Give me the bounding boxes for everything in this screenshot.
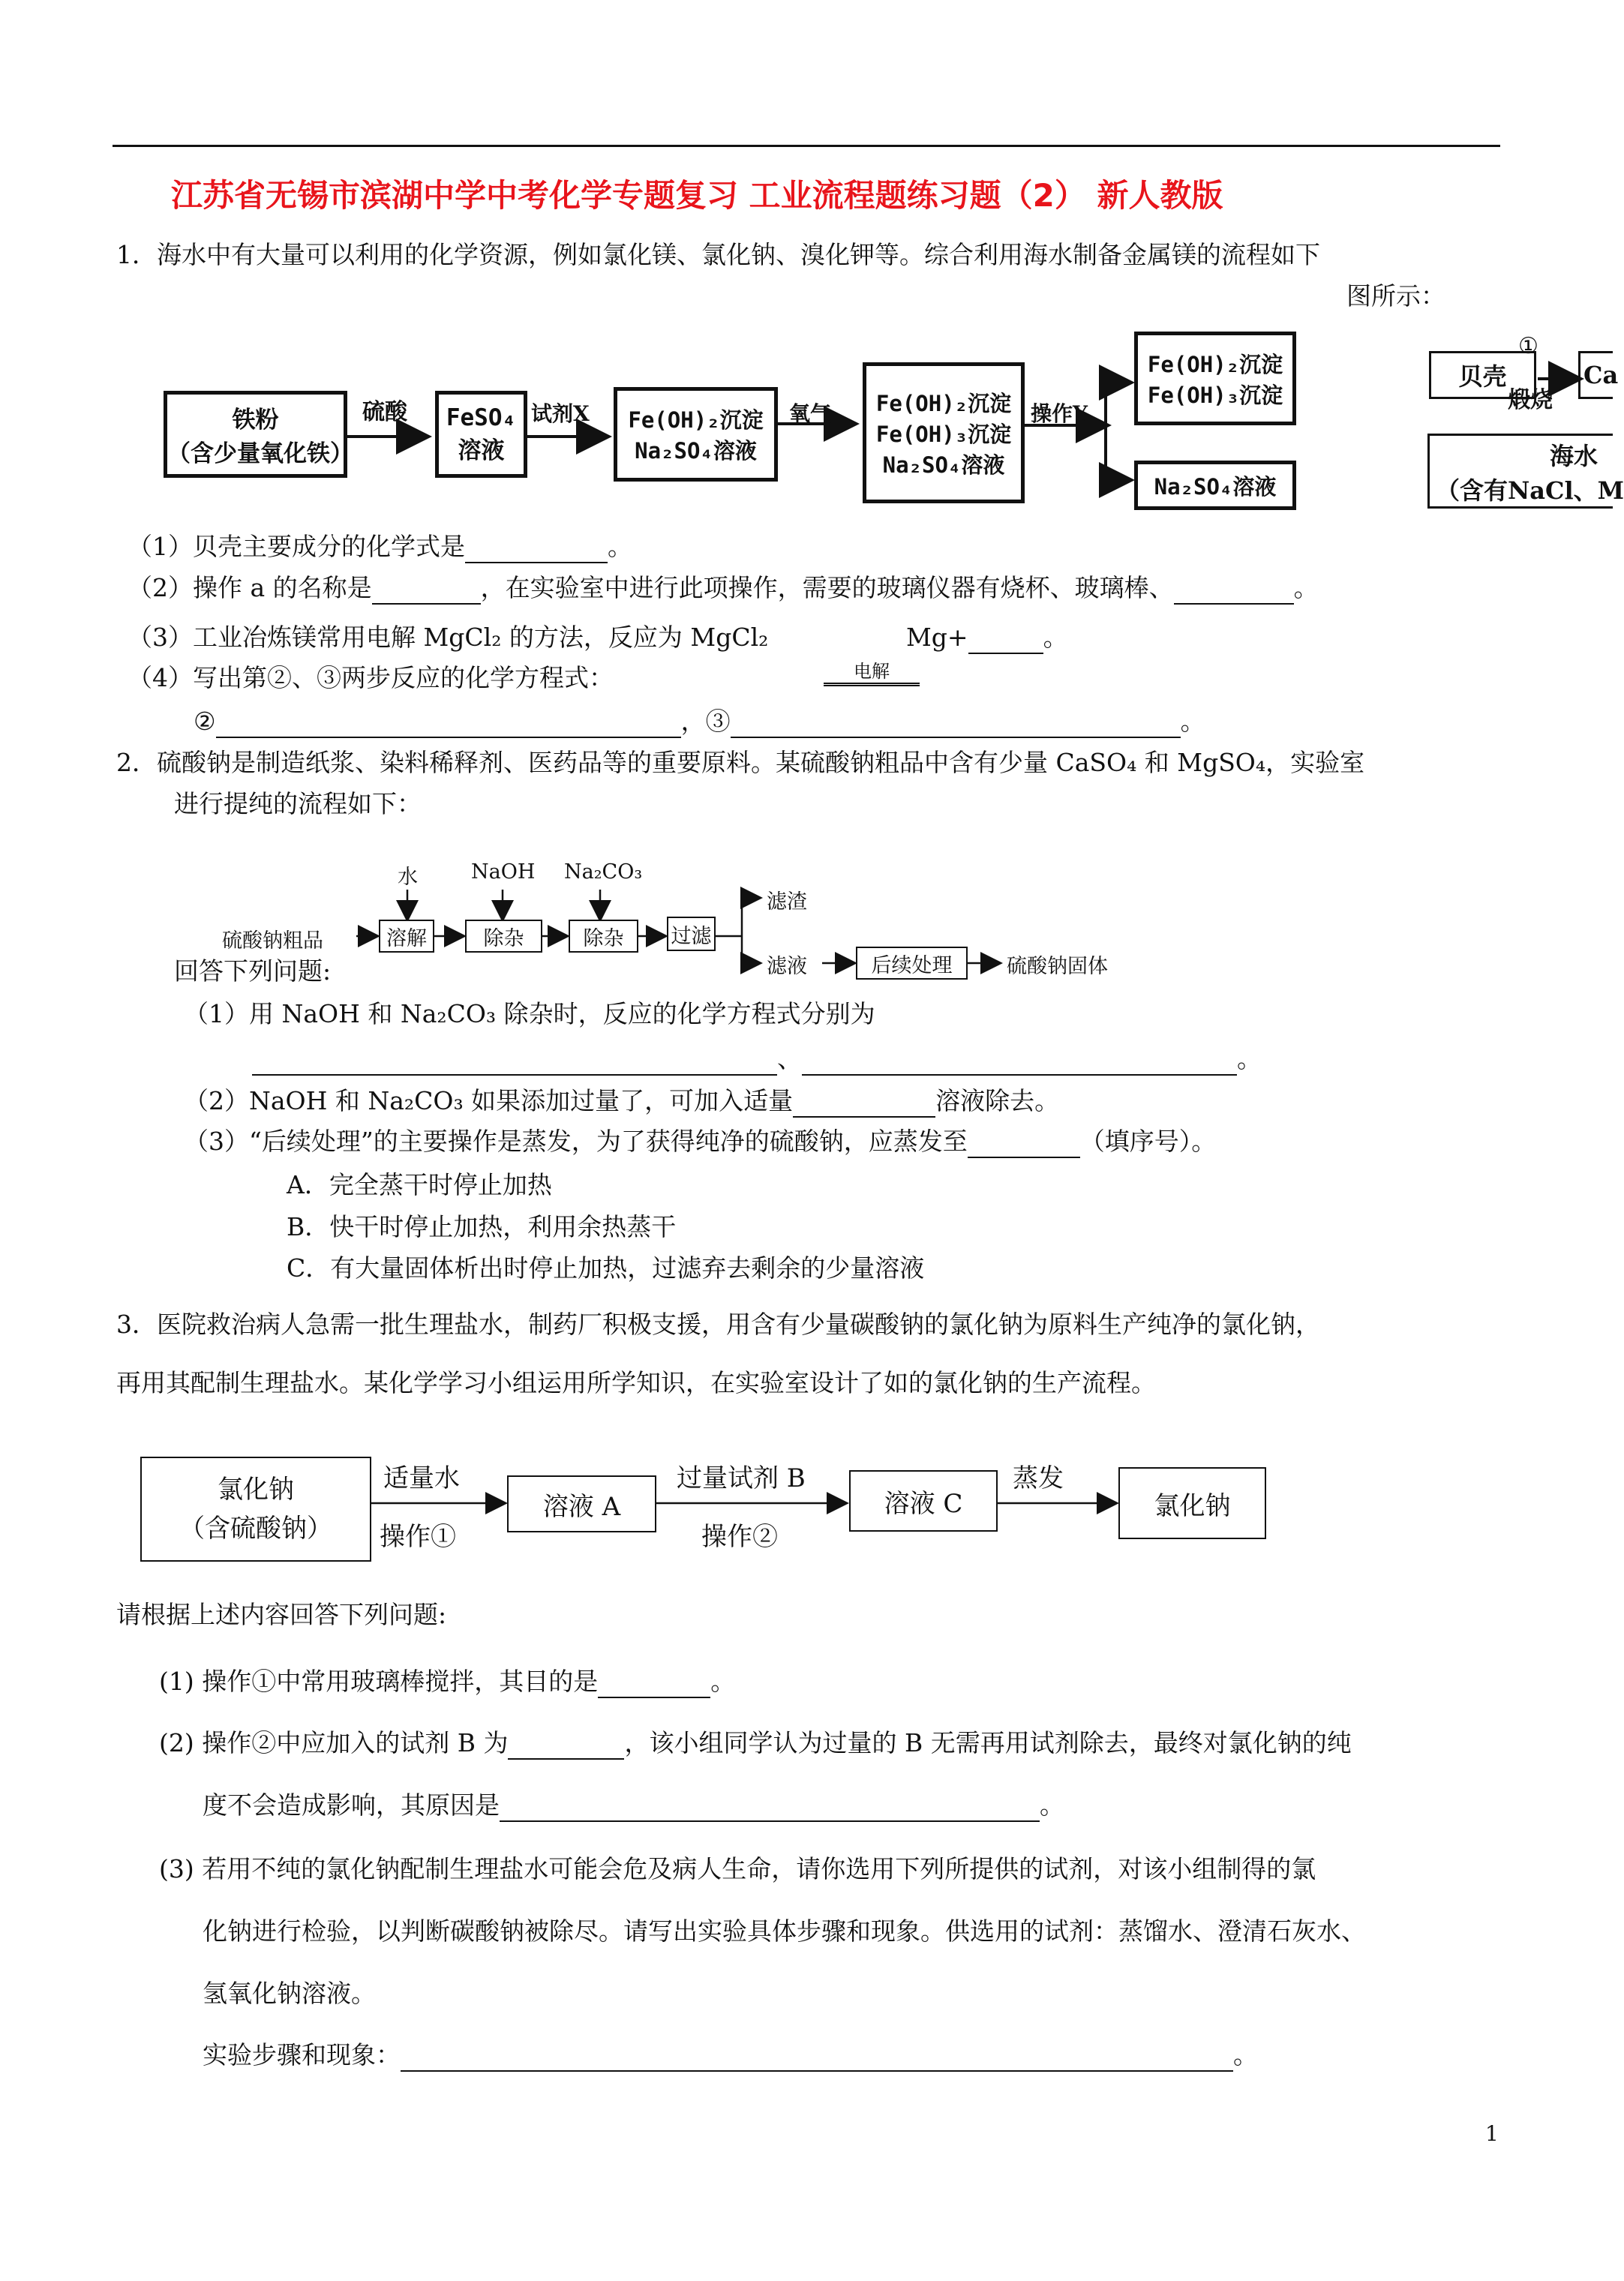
q1-sub2-end: 。 — [1293, 573, 1319, 602]
q2-filter-label: 过滤 — [671, 924, 712, 948]
q1-box-step2 — [614, 387, 778, 482]
q1-oxygen-label: 氧气 — [789, 401, 832, 426]
q2-sub1: （1）用 NaOH 和 Na₂CO₃ 除杂时，反应的化学方程式分别为 — [184, 999, 875, 1028]
q2-remove1-label: 除杂 — [483, 926, 524, 950]
q1-sub2 — [128, 572, 1319, 605]
q1-sub3-end: 。 — [1043, 623, 1068, 652]
q2-sub2-blank[interactable] — [793, 1094, 935, 1118]
q1-intro-line1: 1．海水中有大量可以利用的化学资源，例如氯化镁、氯化钠、溴化钾等。综合利用海水制备金属镁的流程如下 — [116, 240, 1320, 269]
q1-sub2-blank1[interactable] — [372, 581, 481, 605]
q3-sub1 — [159, 1665, 735, 1698]
q1-sub4 — [128, 662, 614, 695]
q2-sub3-blank[interactable] — [968, 1134, 1080, 1158]
q3-sub3-line2: 化钠进行检验，以判断碳酸钠被除尽。请写出实验具体步骤和现象。供选用的试剂：蒸馏水、澄清石灰水、 — [203, 1916, 1366, 1946]
q1-sub2-mid: ，在实验室中进行此项操作，需要的玻璃仪器有烧杯、玻璃棒、 — [480, 573, 1174, 602]
q1-box-na2so4 — [1134, 461, 1296, 510]
page-title: 江苏省无锡市滨湖中学中考化学专题复习 工业流程题练习题（2） 新人教版 — [171, 177, 1223, 214]
q2-sub2-text: （2）NaOH 和 Na₂CO₃ 如果添加过量了，可加入适量 — [184, 1086, 794, 1115]
q2-naoh-label: NaOH — [471, 860, 536, 884]
q1-shell-label: 贝壳 — [1458, 362, 1507, 391]
q3-sub2-end: 。 — [1040, 1790, 1064, 1820]
q3-sol-a-label: 溶液 A — [542, 1491, 621, 1522]
page-number: 1 — [1485, 2121, 1499, 2146]
q1-sub4-end: 。 — [1180, 707, 1205, 736]
q2-intro-line1: 2．硫酸钠是制造纸浆、染料稀释剂、医药品等的重要原料。某硫酸钠粗品中含有少量 CaSO₄ 和 MgSO₄，实验室 — [116, 748, 1365, 777]
q1-sub3-right — [906, 621, 1068, 654]
q3-sub2-mid: ，该小组同学认为过量的 B 无需再用试剂除去，最终对氯化钠的纯 — [624, 1728, 1352, 1757]
q3-water-label: 适量水 — [383, 1463, 460, 1493]
q1-electrolysis — [824, 660, 920, 686]
q2-post-label: 后续处理 — [871, 953, 953, 977]
q1-na2so4-label: Na₂SO₄溶液 — [635, 438, 757, 464]
q3-sub3-line1: (3) 若用不纯的氯化钠配制生理盐水可能会危及病人生命，请你选用下列所提供的试剂，对该小组制得的氯 — [159, 1854, 1316, 1883]
q1-seawater-note: （含有NaCl、M — [1436, 476, 1624, 505]
q1-step1-label: ① — [1518, 333, 1538, 359]
q3-answer-prompt: 请根据上述内容回答下列问题: — [116, 1600, 447, 1629]
q1-feso4-solution: 溶液 — [458, 437, 505, 464]
q1-iron-note: （含少量氧化铁） — [167, 440, 353, 467]
q2-na2co3-label: Na₂CO₃ — [564, 860, 643, 884]
q1-box-seawater — [1427, 434, 1624, 509]
q3-sub2-blank2[interactable] — [500, 1798, 1040, 1822]
q2-sub1-blank2[interactable] — [802, 1052, 1237, 1076]
q1-sub1-text: （1）贝壳主要成分的化学式是 — [128, 532, 465, 561]
q3-op1-label: 操作① — [380, 1522, 456, 1552]
q3-steps-end: 。 — [1233, 2040, 1258, 2069]
q1-feoh2-label-2: Fe(OH)₂沉淀 — [875, 390, 1012, 416]
q2-solid-label: 硫酸钠固体 — [1007, 955, 1108, 978]
q1-feoh3-label: Fe(OH)₃沉淀 — [875, 421, 1012, 447]
q2-option-b: B．快干时停止加热，利用余热蒸干 — [287, 1212, 677, 1241]
q3-nacl-note: （含硫酸钠） — [179, 1514, 332, 1544]
q1-reagent-label: 试剂X — [531, 401, 590, 426]
q3-evaporate-label: 蒸发 — [1013, 1463, 1064, 1493]
q1-sub4-blank2[interactable] — [731, 714, 1181, 738]
q1-intro-line2: 图所示： — [1346, 281, 1445, 311]
q1-iron-label: 铁粉 — [232, 407, 279, 434]
q3-sub3-line3: 氢氧化钠溶液。 — [203, 1979, 376, 2008]
q1-sub4-text: （4）写出第②、③两步反应的化学方程式： — [128, 663, 614, 692]
q2-water-label: 水 — [398, 866, 418, 889]
q2-sub1-blank1[interactable] — [252, 1052, 777, 1076]
q1-cao-partial — [1578, 351, 1619, 399]
q3-product-label: 氯化钠 — [1154, 1490, 1231, 1521]
q2-crude-label: 硫酸钠粗品 — [222, 929, 323, 953]
q1-sub4-blank1[interactable] — [216, 714, 681, 738]
q3-sub2-text: (2) 操作②中应加入的试剂 B 为 — [159, 1728, 509, 1757]
q3-steps — [203, 2039, 1258, 2072]
q1-calcine-label: 煅烧 — [1508, 387, 1553, 413]
q1-na2so4-label-3: Na₂SO₄溶液 — [1154, 473, 1277, 500]
q2-box-remove2 — [569, 920, 638, 953]
q1-box-step3 — [863, 362, 1025, 503]
q2-sub3 — [184, 1125, 1216, 1158]
q1-cao-label: Ca — [1583, 361, 1619, 389]
q1-feso4-label: FeSO₄ — [446, 404, 517, 431]
q1-na2so4-label-2: Na₂SO₄溶液 — [882, 452, 1005, 478]
q1-sub1-end: 。 — [608, 532, 632, 561]
q1-feoh2-label-3: Fe(OH)₂沉淀 — [1147, 351, 1283, 377]
q2-intro-line2: 进行提纯的流程如下： — [174, 789, 422, 818]
q3-sub1-blank[interactable] — [598, 1674, 710, 1698]
q2-sub1-answers — [252, 1043, 1262, 1076]
q3-sub2-blank1[interactable] — [508, 1736, 624, 1760]
q1-sub3-blank[interactable] — [968, 630, 1043, 654]
q3-steps-blank[interactable] — [401, 2048, 1233, 2072]
q3-nacl-label: 氯化钠 — [218, 1475, 294, 1505]
q1-box-precipitates — [1134, 332, 1296, 425]
q3-sol-c-label: 溶液 C — [884, 1488, 963, 1519]
q3-sub2 — [159, 1727, 1352, 1760]
q1-operation-label: 操作Y — [1031, 401, 1088, 426]
q3-reagent-label: 过量试剂 B — [677, 1463, 806, 1493]
q3-op2-label: 操作② — [701, 1522, 778, 1552]
q1-sub1-blank[interactable] — [465, 539, 608, 563]
q3-box-sol-c — [849, 1470, 998, 1532]
q2-box-dissolve — [379, 920, 434, 953]
q1-acid-label: 硫酸 — [362, 399, 407, 425]
q2-sub1-sep: 、 — [777, 1044, 802, 1073]
q2-option-c: C．有大量固体析出时停止加热，过滤弃去剩余的少量溶液 — [287, 1253, 925, 1283]
q1-seawater-label: 海水 — [1550, 442, 1598, 470]
q2-sub2-end: 溶液除去。 — [935, 1086, 1060, 1115]
q2-sub1-end: 。 — [1237, 1044, 1262, 1073]
q1-feoh2-label: Fe(OH)₂沉淀 — [628, 407, 764, 433]
q1-sub4-a: ② — [194, 707, 216, 736]
q2-answer-prompt: 回答下列问题: — [174, 956, 332, 986]
q1-sub3 — [128, 621, 768, 654]
q2-sub3-text: （3）“后续处理”的主要操作是蒸发，为了获得纯净的硫酸钠，应蒸发至 — [184, 1127, 968, 1156]
q1-sub3-mid: Mg+ — [906, 623, 968, 652]
q2-remove2-label: 除杂 — [583, 926, 624, 950]
q1-sub1 — [128, 530, 632, 563]
q3-sub2-line2-text: 度不会造成影响，其原因是 — [203, 1790, 500, 1820]
q1-sub2-blank2[interactable] — [1174, 581, 1294, 605]
q3-box-sol-a — [507, 1475, 656, 1532]
q2-box-remove1 — [465, 920, 542, 953]
q2-sub3-end: （填序号）。 — [1079, 1127, 1217, 1156]
q3-box-nacl — [140, 1457, 371, 1562]
q1-electrolysis-label: 电解 — [854, 661, 890, 682]
q3-box-product — [1118, 1467, 1266, 1539]
q1-sub3-text: （3）工业冶炼镁常用电解 MgCl₂ 的方法，反应为 MgCl₂ — [128, 623, 769, 652]
q2-dissolve-label: 溶解 — [386, 926, 427, 950]
q3-sub1-end: 。 — [710, 1667, 736, 1696]
q3-sub1-text: (1) 操作①中常用玻璃棒搅拌，其目的是 — [159, 1667, 599, 1696]
q1-feoh3-label-2: Fe(OH)₃沉淀 — [1147, 382, 1283, 408]
q2-box-filter — [667, 917, 716, 951]
q2-option-a: A．完全蒸干时停止加热 — [287, 1170, 552, 1199]
q2-sub2 — [184, 1085, 1059, 1118]
q3-intro-line1: 3．医院救治病人急需一批生理盐水，制药厂积极支援，用含有少量碳酸钠的氯化钠为原料生产纯净的氯化钠， — [116, 1310, 1320, 1339]
q1-sub4-b: ，③ — [680, 707, 731, 736]
q1-sub4-answers — [194, 705, 1205, 738]
q2-residue-label: 滤渣 — [767, 890, 807, 914]
q1-sub2-text: （2）操作 a 的名称是 — [128, 573, 372, 602]
q1-box-feso4 — [435, 391, 527, 478]
q3-intro-line2: 再用其配制生理盐水。某化学学习小组运用所学知识，在实验室设计了如的氯化钠的生产流程。 — [116, 1368, 1156, 1397]
q1-box-iron — [164, 391, 353, 478]
q3-steps-label: 实验步骤和现象： — [203, 2040, 401, 2069]
q2-box-post — [856, 947, 968, 980]
q2-filtrate-label: 滤液 — [767, 955, 807, 978]
q3-sub2-line2 — [203, 1789, 1064, 1822]
